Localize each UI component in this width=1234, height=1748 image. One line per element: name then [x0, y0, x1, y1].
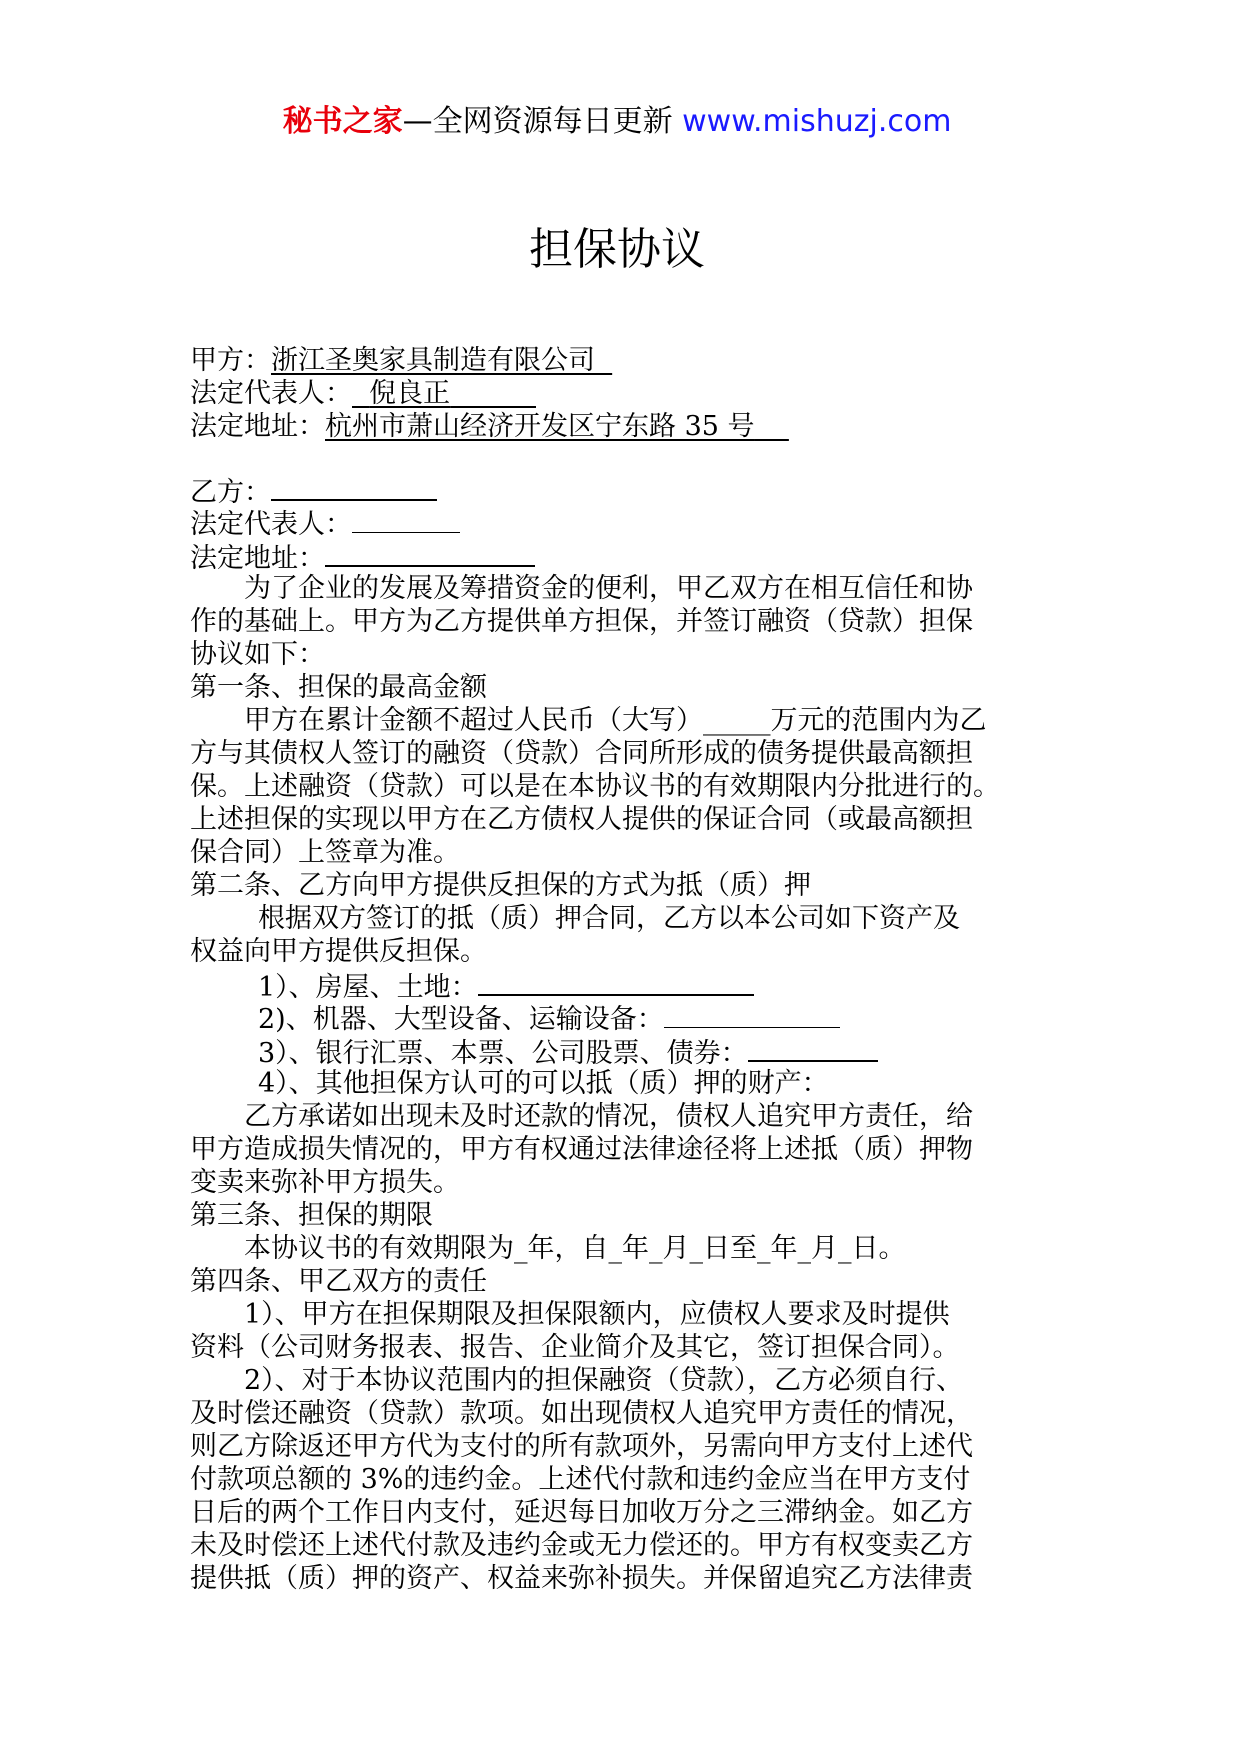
party-b-addr-label: 法定地址：	[190, 543, 325, 574]
party-a-name: 浙江圣奥家具制造有限公司	[271, 345, 595, 376]
party-a-addr: 杭州市萧山经济开发区宁东路 35 号	[325, 411, 755, 442]
party-a-addr-label: 法定地址：	[190, 411, 325, 442]
party-b-addr-blank[interactable]	[325, 539, 535, 567]
article-1-line: 保合同）上签章为准。	[190, 837, 460, 868]
article-4-item-2-line: 提供抵（质）押的资产、权益来弥补损失。并保留追究乙方法律责	[190, 1563, 973, 1594]
document-title: 担保协议	[529, 224, 705, 275]
article-2-intro-line: 根据双方签订的抵（质）押合同，乙方以本公司如下资产及	[258, 903, 960, 934]
site-banner	[0, 102, 1234, 142]
article-2-heading: 第二条、乙方向甲方提供反担保的方式为抵（质）押	[190, 870, 811, 901]
party-a-rep-line	[190, 377, 1050, 410]
collateral-item-other: 4）、其他担保方认可的可以抵（质）押的财产：	[258, 1068, 829, 1099]
article-4-item-2-line: 付款项总额的 3%的违约金。上述代付款和违约金应当在甲方支付	[190, 1464, 971, 1495]
article-4-item-2-line: 及时偿还融资（贷款）款项。如出现债权人追究甲方责任的情况，	[190, 1398, 973, 1429]
securities-blank[interactable]	[748, 1034, 878, 1062]
intro-line: 为了企业的发展及筹措资金的便利，甲乙双方在相互信任和协	[244, 573, 973, 604]
document-body	[190, 344, 1050, 1595]
party-a-rep: 倪良正	[369, 378, 451, 409]
real-estate-blank[interactable]	[478, 968, 754, 996]
intro-line: 协议如下：	[190, 639, 325, 670]
party-b-label: 乙方：	[190, 477, 271, 508]
party-b-name-blank[interactable]	[271, 473, 437, 501]
article-2-promise-line: 变卖来弥补甲方损失。	[190, 1167, 460, 1198]
party-a-label: 甲方：	[190, 345, 271, 376]
article-1-heading: 第一条、担保的最高金额	[190, 672, 487, 703]
article-2-promise-line: 乙方承诺如出现未及时还款的情况，债权人追究甲方责任，给	[244, 1101, 973, 1132]
article-4-item-1-line: 资料（公司财务报表、报告、企业简介及其它，签订担保合同）。	[190, 1332, 960, 1363]
intro-line: 作的基础上。甲方为乙方提供单方担保，并签订融资（贷款）担保	[190, 606, 973, 637]
article-3-heading: 第三条、担保的期限	[190, 1200, 433, 1231]
article-1-line: 方与其债权人签订的融资（贷款）合同所形成的债务提供最高额担	[190, 738, 973, 769]
party-b-rep-label: 法定代表人：	[190, 509, 352, 540]
collateral-item-securities: 3）、银行汇票、本票、公司股票、债券：	[190, 1034, 1050, 1067]
banner-slogan: —全网资源每日更新	[402, 104, 673, 139]
article-2-intro-line: 权益向甲方提供反担保。	[190, 936, 487, 967]
party-b-line	[190, 473, 1050, 506]
banner-url[interactable]: www.mishuzj.com	[682, 104, 952, 139]
article-4-heading: 第四条、甲乙双方的责任	[190, 1266, 487, 1297]
party-a-line	[190, 344, 1050, 377]
article-4-item-2-line: 则乙方除返还甲方代为支付的所有款项外，另需向甲方支付上述代	[190, 1431, 973, 1462]
article-4-item-1-line: 1）、甲方在担保期限及担保限额内，应债权人要求及时提供	[244, 1299, 950, 1330]
article-4-item-2-line: 2）、对于本协议范围内的担保融资（贷款），乙方必须自行、	[244, 1365, 964, 1396]
party-a-addr-line	[190, 410, 1050, 443]
article-2-promise-line: 甲方造成损失情况的，甲方有权通过法律途径将上述抵（质）押物	[190, 1134, 973, 1165]
party-a-rep-label: 法定代表人：	[190, 378, 352, 409]
article-4-item-2-line: 未及时偿还上述代付款及违约金或无力偿还的。甲方有权变卖乙方	[190, 1530, 973, 1561]
collateral-item-equipment: 2)、机器、大型设备、运输设备：	[190, 1001, 1050, 1034]
brand-name: 秘书之家	[282, 104, 403, 139]
collateral-item-real-estate: 1）、房屋、土地：	[190, 968, 1050, 1001]
party-b-rep-blank[interactable]	[352, 506, 460, 533]
article-4-item-2-line: 日后的两个工作日内支付，延迟每日加收万分之三滞纳金。如乙方	[190, 1497, 973, 1528]
article-1-line: 上述担保的实现以甲方在乙方债权人提供的保证合同（或最高额担	[190, 804, 973, 835]
article-1-line: 保。上述融资（贷款）可以是在本协议书的有效期限内分批进行的。	[190, 771, 1000, 802]
equipment-blank[interactable]	[664, 1001, 840, 1028]
article-3-line: 本协议书的有效期限为_年，自_年_月_日至_年_月_日。	[244, 1233, 906, 1264]
party-b-rep-line	[190, 506, 1050, 539]
article-1-line: 甲方在累计金额不超过人民币（大写）_____万元的范围内为乙	[244, 705, 987, 736]
party-b-addr-line	[190, 539, 1050, 572]
